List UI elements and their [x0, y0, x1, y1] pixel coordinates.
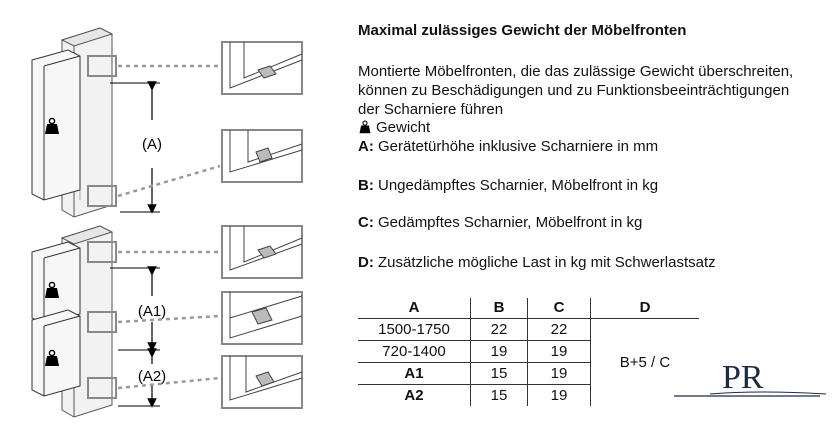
cell-b: 15 [471, 363, 528, 385]
legend-text: Gewicht [376, 119, 431, 136]
cell-a: A2 [358, 385, 471, 407]
cell-c: 19 [528, 341, 591, 363]
cell-c: 19 [528, 385, 591, 407]
table-row [358, 319, 699, 341]
cell-a: 720-1400 [358, 341, 471, 363]
dimension-a1-label: (A1) [137, 303, 167, 320]
legend-key: A: [358, 138, 374, 155]
header-c: C [528, 298, 591, 319]
installation-diagram [0, 0, 350, 440]
cell-b: 22 [471, 319, 528, 341]
logo-letters: PR [722, 359, 764, 396]
hinge-detail-top [222, 42, 302, 94]
cell-c: 22 [528, 319, 591, 341]
table-header-row [358, 298, 699, 319]
header-a: A [358, 298, 471, 319]
hinge-detail-5 [222, 356, 302, 408]
cell-d: B+5 / C [591, 319, 700, 407]
header-d: D [591, 298, 700, 319]
legend-text: Gedämpftes Scharnier, Möbelfront in kg [373, 214, 643, 231]
legend-key: D: [358, 254, 374, 271]
legend-weight [358, 119, 430, 136]
weight-table [358, 298, 699, 406]
pr-logo [670, 350, 830, 410]
legend-text: Gerätetürhöhe inklusive Scharniere in mm [373, 138, 659, 155]
dimension-a2-label: (A2) [137, 368, 167, 385]
legend-text: Ungedämpftes Scharnier, Möbelfront in kg [373, 177, 659, 194]
upper-furniture-front [32, 242, 80, 324]
cell-c: 19 [528, 363, 591, 385]
intro-paragraph: Montierte Möbelfronten, die das zulässige Gewicht überschreiten, können zu Beschädigungen und zu Funktionsbeeinträchtigungen der Scharniere führen [358, 63, 794, 118]
hinge-detail-4 [222, 292, 302, 344]
legend-a [358, 138, 658, 155]
weight-icon [358, 120, 372, 134]
dimension-a-label: (A) [142, 136, 162, 153]
hinge-detail-3 [222, 226, 302, 278]
lower-furniture-front [32, 310, 80, 396]
legend-key: C: [358, 214, 374, 231]
cell-b: 19 [471, 341, 528, 363]
legend-key: B: [358, 177, 374, 194]
legend-b [358, 177, 658, 194]
legend-c [358, 214, 642, 231]
page-title: Maximal zulässiges Gewicht der Möbelfronten [358, 22, 687, 39]
legend-text: Zusätzliche mögliche Last in kg mit Schwerlastsatz [373, 254, 716, 271]
cell-a: A1 [358, 363, 471, 385]
hinge-detail-bottom [222, 130, 302, 182]
cell-b: 15 [471, 385, 528, 407]
cell-a: 1500-1750 [378, 321, 450, 338]
legend-d [358, 254, 716, 271]
header-b: B [471, 298, 528, 319]
